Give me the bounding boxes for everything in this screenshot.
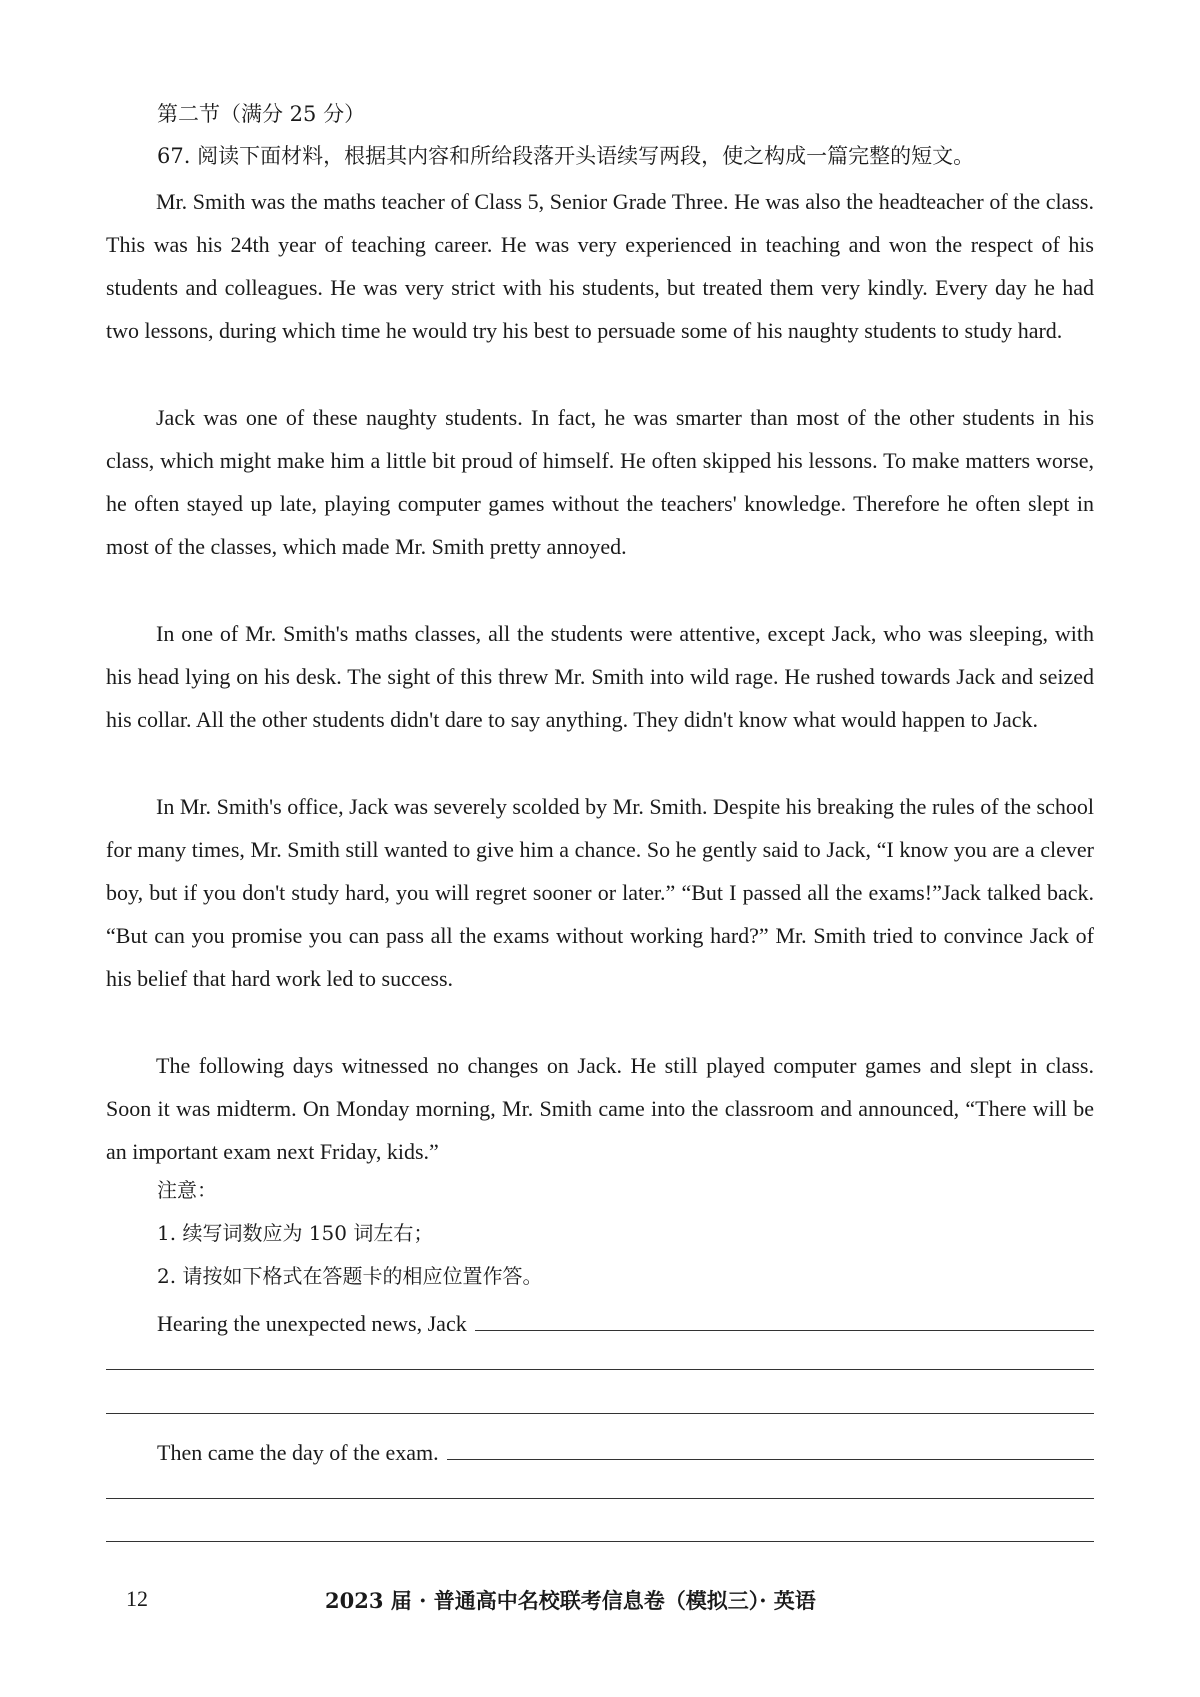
story-paragraph-1: Mr. Smith was the maths teacher of Class 5, Senior Grade Three. He was also the headteacher of the class. This was his 24th year of teaching career. He was very experienced in teaching and won the respect of his students and colleagues. He was very strict with his students, but treated them very kindly. Every day he had two lessons, during which time he would try his best to persuade some of his naughty students to study hard. (106, 189, 1094, 343)
prompt-1-text: Hearing the unexpected news, Jack (157, 1311, 467, 1336)
story-paragraph-3: In one of Mr. Smith's maths classes, all the students were attentive, except Jack, who was sleeping, with his head lying on his desk. The sight of this threw Mr. Smith into wild rage. He rushed towards Jack and seized his collar. All the other students didn't dare to say anything. They didn't know what would happen to Jack. (106, 621, 1094, 732)
notes-heading: 注意： (157, 1178, 217, 1202)
writing-line[interactable] (106, 1413, 1094, 1414)
section-title: 第二节（满分 25 分） (157, 102, 366, 126)
writing-line[interactable] (106, 1541, 1094, 1542)
question-instruction: 67. 阅读下面材料，根据其内容和所给段落开头语续写两段，使之构成一篇完整的短文。 (157, 144, 975, 168)
prompt-2-text: Then came the day of the exam. (157, 1440, 439, 1465)
note-item-2: 2. 请按如下格式在答题卡的相应位置作答。 (157, 1264, 543, 1288)
page-number: 12 (126, 1586, 148, 1611)
writing-line[interactable] (106, 1369, 1094, 1370)
continuation-prompt-1 (157, 1303, 1094, 1337)
story-paragraph-2: Jack was one of these naughty students. In fact, he was smarter than most of the other students in his class, which might make him a little bit proud of himself. He often skipped his lessons. To make matters worse, he often stayed up late, playing computer games without the teachers' knowledge. Therefore he often slept in most of the classes, which made Mr. Smith pretty annoyed. (106, 405, 1094, 559)
answer-blank-1[interactable] (475, 1329, 1094, 1331)
footer-title: 2023 届 · 普通高中名校联考信息卷（模拟三）· 英语 (325, 1588, 816, 1613)
writing-line[interactable] (106, 1498, 1094, 1499)
story-paragraph-5: The following days witnessed no changes on Jack. He still played computer games and slept in class. Soon it was midterm. On Monday morning, Mr. Smith came into the classroom and announced, “There will be an important exam next Friday, kids.” (106, 1053, 1094, 1164)
story-paragraph-4: In Mr. Smith's office, Jack was severely scolded by Mr. Smith. Despite his breaking the rules of the school for many times, Mr. Smith still wanted to give him a chance. So he gently said to Jack, “I know you are a clever boy, but if you don't study hard, you will regret sooner or later.” “But I passed all the exams!”Jack talked back. “But can you promise you can pass all the exams without working hard?” Mr. Smith tried to convince Jack of his belief that hard work led to success. (106, 794, 1094, 991)
note-item-1: 1. 续写词数应为 150 词左右； (157, 1221, 434, 1245)
continuation-prompt-2 (157, 1432, 1094, 1466)
answer-blank-2[interactable] (447, 1458, 1094, 1460)
